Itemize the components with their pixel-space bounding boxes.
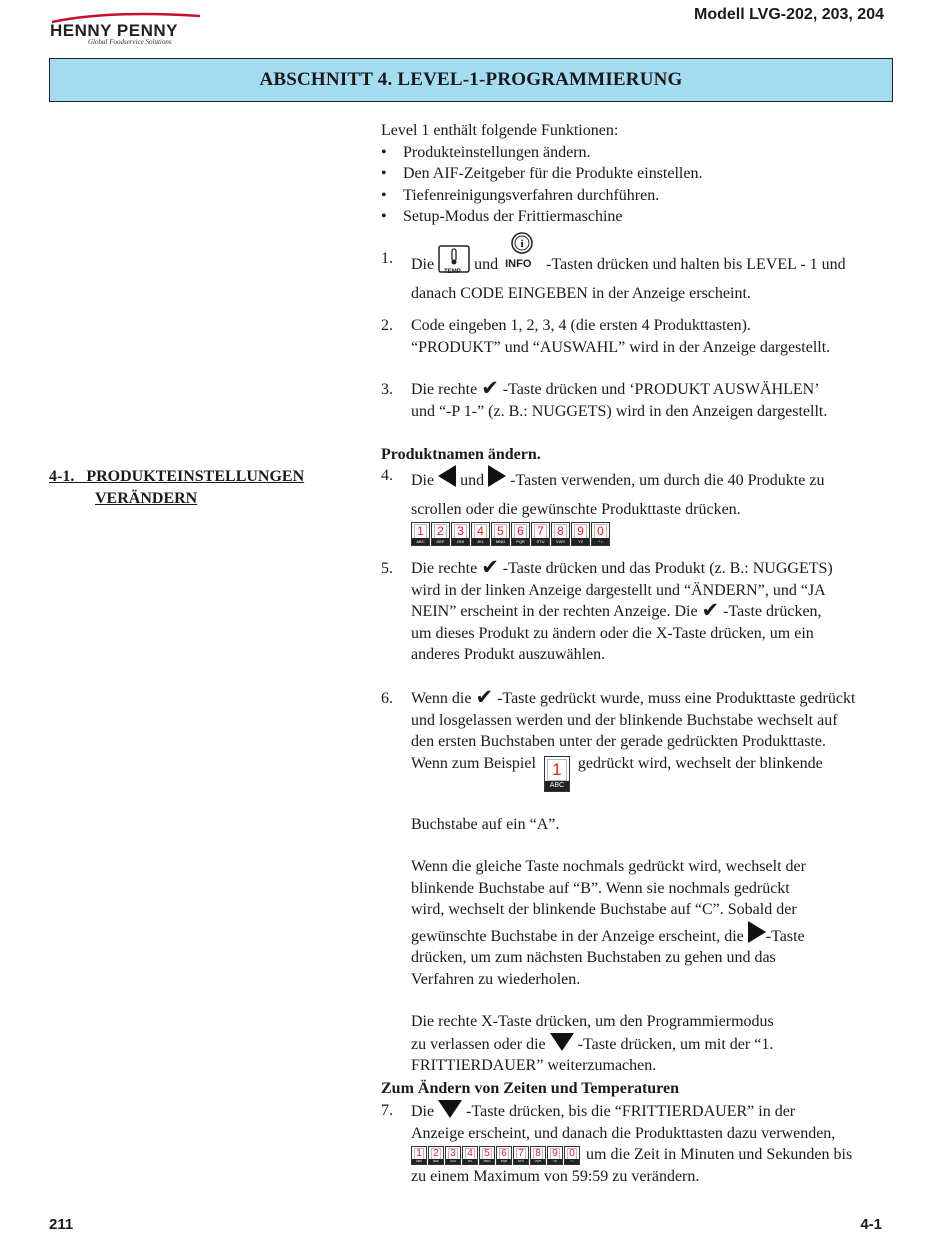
info-label: INFO — [505, 258, 532, 271]
logo-tagline: Global Foodservice Solutions — [88, 38, 172, 46]
subheading-zeiten-temperaturen: Zum Ändern von Zeiten und Temperaturen — [381, 1080, 679, 1097]
product-keypad-icon: 1 ABC 2 DEF 3 GHI 4 JKL 5 MNO 6 PQR 7 STU 8 VWX 9 YZ 0 * • — [411, 522, 610, 546]
heading-line1: PRODUKTEINSTELLUNGEN — [86, 468, 305, 485]
left-arrow-icon — [438, 465, 456, 487]
step-3: 3. Die rechte ✔ -Taste drücken und ‘PRODUKT AUSWÄHLEN’ und “-P 1-” (z. B.: NUGGETS) wird in den Anzeigen dargestellt. — [381, 376, 828, 420]
section-banner: ABSCHNITT 4. LEVEL-1-PROGRAMMIERUNG — [49, 58, 893, 102]
checkmark-icon: ✔ — [481, 555, 499, 579]
step-number: 7. — [381, 1102, 393, 1119]
product-keypad-small-icon: 1 ABC 2 DEF 3 GHI 4 JKL 5 MNO 6 PQR 7 STU 8 VWX 9 YZ 0 * • — [411, 1146, 580, 1165]
henny-penny-logo — [50, 10, 220, 44]
checkmark-icon: ✔ — [475, 685, 494, 709]
intro-lead: Level 1 enthält folgende Funktionen: — [381, 122, 619, 139]
step-6: 6. Wenn die ✔ -Taste gedrückt wurde, muss eine Produkttaste gedrückt und losgelassen werden und der blinkende Buchstabe wechselt auf den ersten Buchstaben unter der gerade gedrückten Produkttaste. Wenn zum Beispiel 1 ABC gedrückt wird, wechselt der blinkende Buchstabe auf ein “A”. Wenn die gleiche Taste nochmals gedrückt wird, wechselt der blinkende Buchstabe auf “B”. Wenn sie nochmals gedrückt wird, wechselt der blinkende Buchstabe auf “C”. Sobald der gewünschte Buchstabe in der Anzeige erscheint, die -Taste drücken, um zum nächsten Buchstaben zu gehen und das Verfahren zu wiederholen. Die rechte X-Taste drücken, um den Programmiermodus zu verlassen oder die -Taste drücken, um mit der “1. FRITTIERDAUER” weiterzumachen. — [381, 685, 856, 1074]
right-arrow-icon — [748, 921, 766, 943]
page-number-left: 211 — [49, 1216, 74, 1233]
step-number: 4. — [381, 467, 393, 484]
down-arrow-icon — [438, 1100, 462, 1118]
model-number: Modell LVG-202, 203, 204 — [693, 6, 884, 23]
sidebar-heading — [49, 466, 304, 509]
step-1: 1. Die TEMP und i INFO -Tasten drücken und halten bis LEVEL - 1 und danach CODE EINGEBEN in der Anzeige erscheint. — [381, 248, 901, 304]
step-7: 7. Die -Taste drücken, bis die “FRITTIERDAUER” in der Anzeige erscheint, und danach die Produkttasten dazu verwenden, 1 ABC 2 DEF 3 GHI 4 JKL 5 MNO 6 PQR 7 STU 8 VWX 9 YZ 0 * • um die Zeit in Minuten und Sekunden bis zu einem Maximum von 59:59 zu verändern. — [381, 1102, 853, 1185]
intro-bullet: • Produkteinstellungen ändern. — [381, 142, 901, 164]
step-4: 4. Die und -Tasten verwenden, um durch die 40 Produkte zu scrollen oder die gewünschte Produkttaste drücken. 1 ABC 2 DEF 3 GHI 4 JKL 5 MNO 6 PQR 7 STU 8 VWX 9 YZ 0 * • — [381, 467, 825, 544]
heading-number: 4-1. — [49, 468, 75, 485]
svg-text:i: i — [520, 238, 524, 251]
temp-key-icon — [438, 245, 470, 280]
page-number-right: 4-1 — [860, 1216, 882, 1233]
step-number: 6. — [381, 690, 393, 707]
key-1-abc-icon: 1 ABC — [544, 756, 570, 792]
step-number: 3. — [381, 381, 393, 398]
intro-bullet: • Tiefenreinigungsverfahren durchführen. — [381, 185, 901, 207]
step-number: 1. — [381, 250, 393, 267]
down-arrow-icon — [550, 1033, 574, 1051]
logo-text: HENNY PENNY — [50, 21, 178, 40]
step-number: 5. — [381, 560, 393, 577]
temp-label: TEMP — [444, 269, 461, 275]
intro-block — [381, 120, 901, 228]
checkmark-icon: ✔ — [701, 598, 720, 622]
heading-line2: VERÄNDERN — [95, 489, 198, 507]
intro-bullet: • Setup-Modus der Frittiermaschine — [381, 206, 901, 228]
step-number: 2. — [381, 317, 393, 334]
intro-bullet: • Den AIF-Zeitgeber für die Produkte einstellen. — [381, 163, 901, 185]
right-arrow-icon — [488, 465, 506, 487]
step-2: 2. Code eingeben 1, 2, 3, 4 (die ersten 4 Produkttasten). “PRODUKT” und “AUSWAHL” wird in der Anzeige dargestellt. — [381, 317, 831, 356]
step-5: 5. Die rechte ✔ -Taste drücken und das Produkt (z. B.: NUGGETS) wird in der linken Anzeige dargestellt und “ÄNDERN”, und “JA NEIN” erscheint in der rechten Anzeige. Die ✔ -Taste drücken, um dieses Produkt zu ändern oder die X-Taste drücken, um ein anderes Produkt auszuwählen. — [381, 555, 833, 663]
subheading-produktnamen: Produktnamen ändern. — [381, 446, 541, 463]
checkmark-icon: ✔ — [481, 376, 499, 400]
info-key-icon — [502, 235, 542, 271]
